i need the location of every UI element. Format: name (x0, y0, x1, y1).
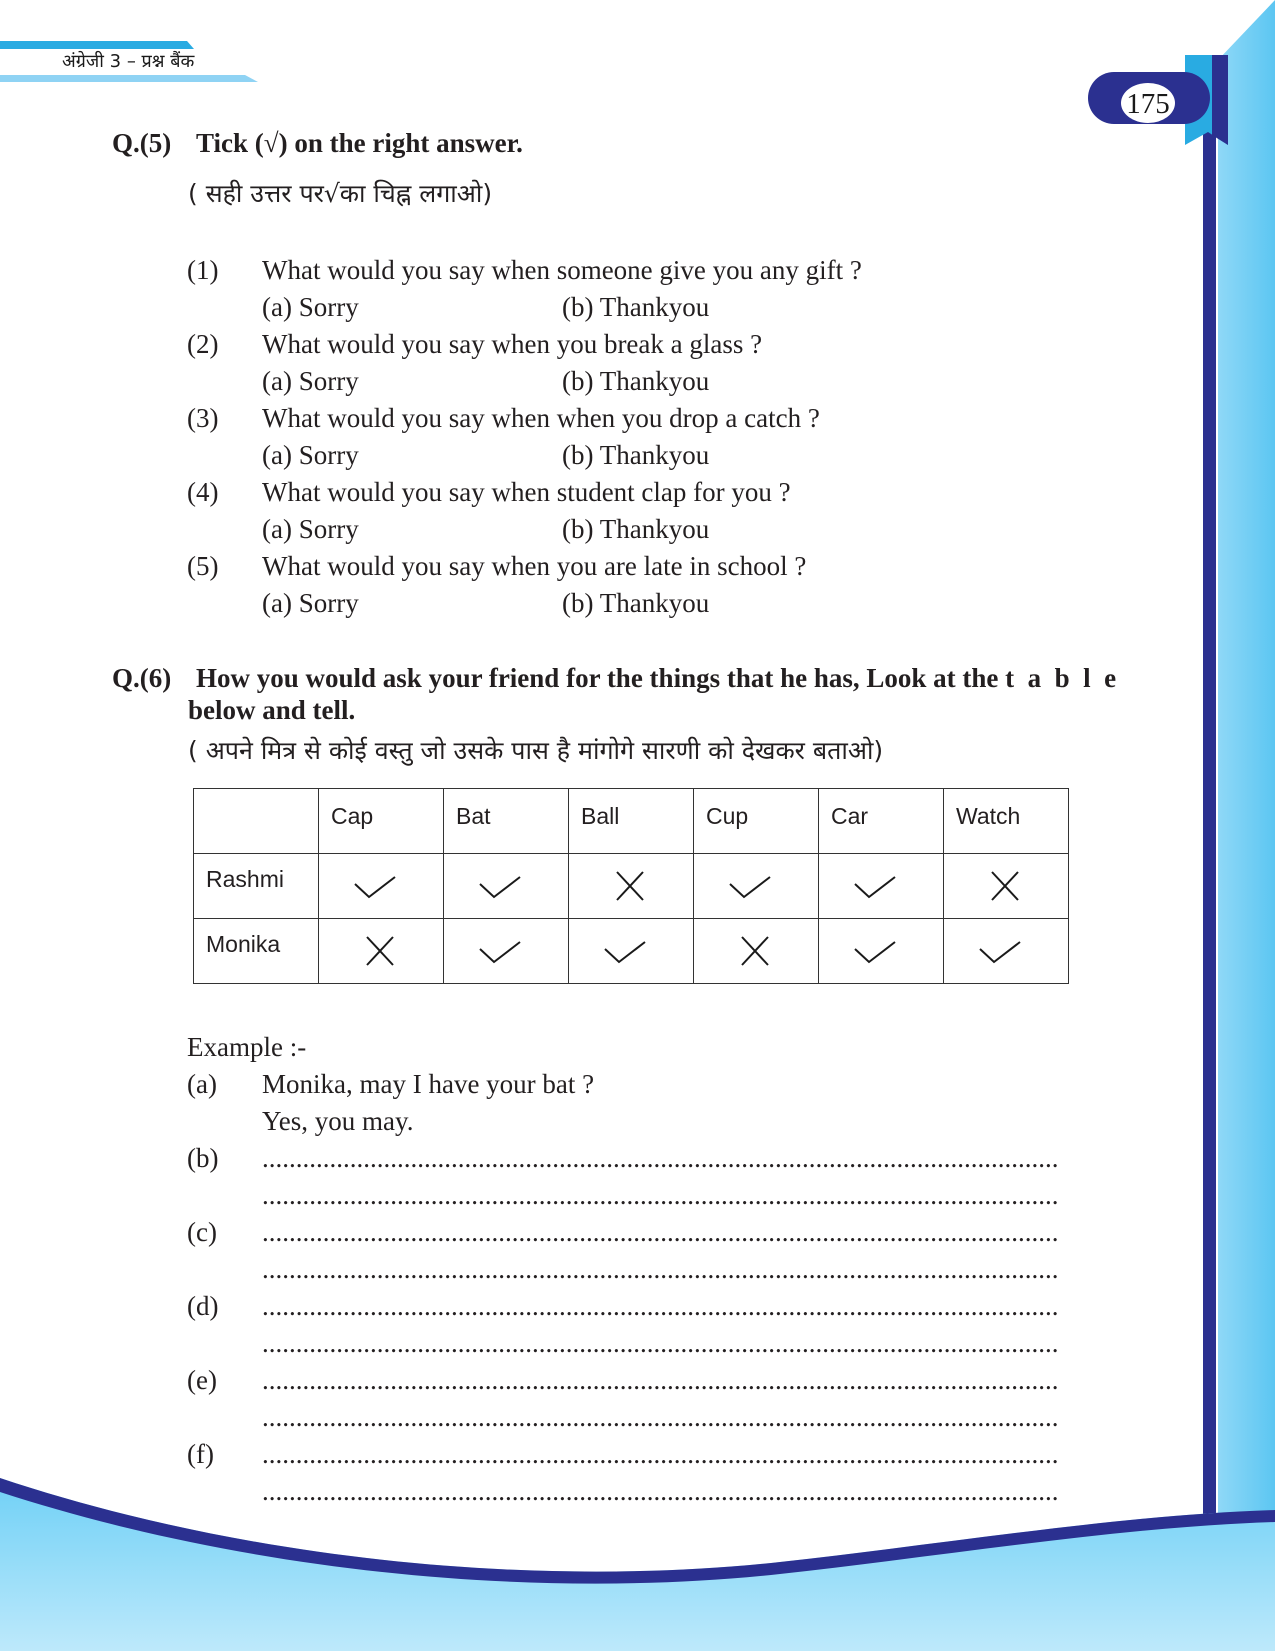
option-b[interactable]: (b) Thankyou (562, 292, 710, 322)
answer-line[interactable]: ...................................................................................................................... (262, 1365, 1059, 1395)
answer-line[interactable]: ...................................................................................................................... (262, 1180, 1059, 1210)
question-number: (5) (187, 551, 219, 581)
column-header: Bat (444, 789, 569, 854)
tick-mark-icon (569, 919, 693, 983)
column-header: Cup (694, 789, 819, 854)
option-a[interactable]: (a) Sorry (262, 366, 359, 396)
mark-cell (944, 854, 1069, 919)
question-number: (3) (187, 403, 219, 433)
example-question: Monika, may I have your bat ? (262, 1069, 595, 1099)
tick-mark-icon (444, 919, 568, 983)
table-row (194, 854, 1069, 919)
mark-cell (569, 854, 694, 919)
header-strip-lower (0, 75, 258, 82)
mark-cell (944, 919, 1069, 984)
row-name: Rashmi (194, 854, 319, 919)
right-panel (1218, 0, 1275, 1651)
question-text: What would you say when someone give you any gift ? (262, 255, 862, 285)
column-header: Watch (944, 789, 1069, 854)
mark-cell (819, 919, 944, 984)
option-b[interactable]: (b) Thankyou (562, 366, 710, 396)
mark-cell (319, 854, 444, 919)
answer-line[interactable]: ...................................................................................................................... (262, 1291, 1059, 1321)
blank-label: (c) (187, 1217, 217, 1247)
tick-mark-icon (819, 919, 943, 983)
cross-mark-icon (569, 854, 693, 918)
book-title: अंग्रेजी 3 – प्रश्न बैंक (62, 51, 195, 72)
mark-cell (694, 854, 819, 919)
question-number: (2) (187, 329, 219, 359)
blank-label: (d) (187, 1291, 219, 1321)
answer-line[interactable]: ...................................................................................................................... (262, 1439, 1059, 1469)
question-number: (1) (187, 255, 219, 285)
answer-line[interactable]: ...................................................................................................................... (262, 1328, 1059, 1358)
example-label: Example :- (187, 1032, 307, 1062)
blank-label: (e) (187, 1365, 217, 1395)
q5-label: Q.(5) (112, 128, 172, 158)
tick-mark-icon (819, 854, 943, 918)
option-b[interactable]: (b) Thankyou (562, 440, 710, 470)
answer-line[interactable]: ...................................................................................................................... (262, 1476, 1059, 1506)
q6-instruction-hindi: ( अपने मित्र से कोई वस्तु जो उसके पास है मांगोगे सारणी को देखकर बताओ) (188, 736, 884, 765)
q6-instruction-line2: below and tell. (188, 695, 356, 725)
tick-mark-icon (319, 854, 443, 918)
q6-label: Q.(6) (112, 663, 172, 693)
option-a[interactable]: (a) Sorry (262, 514, 359, 544)
mark-cell (819, 854, 944, 919)
column-header: Cap (319, 789, 444, 854)
column-header: Ball (569, 789, 694, 854)
table-corner-cell (194, 789, 319, 854)
option-a[interactable]: (a) Sorry (262, 440, 359, 470)
answer-line[interactable]: ...................................................................................................................... (262, 1402, 1059, 1432)
blank-label: (b) (187, 1143, 219, 1173)
option-a[interactable]: (a) Sorry (262, 292, 359, 322)
option-b[interactable]: (b) Thankyou (562, 588, 710, 618)
cross-mark-icon (694, 919, 818, 983)
table-row (194, 919, 1069, 984)
cross-mark-icon (319, 919, 443, 983)
question-number: (4) (187, 477, 219, 507)
column-header: Car (819, 789, 944, 854)
q6-instruction-line1: How you would ask your friend for the things that he has, Look at the t a b l e (196, 663, 1117, 693)
question-text: What would you say when you break a glass ? (262, 329, 763, 359)
option-b[interactable]: (b) Thankyou (562, 514, 710, 544)
example-number: (a) (187, 1069, 217, 1099)
mark-cell (319, 919, 444, 984)
right-navy-bar (1203, 120, 1216, 1560)
mark-cell (444, 854, 569, 919)
row-name: Monika (194, 919, 319, 984)
page-number: 175 (1126, 88, 1170, 120)
table-header-row (194, 789, 1069, 854)
header-strip (0, 41, 194, 49)
question-text: What would you say when when you drop a catch ? (262, 403, 820, 433)
answer-line[interactable]: ...................................................................................................................... (262, 1217, 1059, 1247)
tick-mark-icon (694, 854, 818, 918)
example-answer: Yes, you may. (262, 1106, 414, 1136)
mark-cell (569, 919, 694, 984)
question-text: What would you say when you are late in school ? (262, 551, 807, 581)
mark-cell (444, 919, 569, 984)
cross-mark-icon (944, 854, 1068, 918)
tick-mark-icon (444, 854, 568, 918)
q5-instruction: Tick (√) on the right answer. (196, 128, 523, 158)
q5-instruction-hindi: ( सही उत्तर पर√का चिह्न लगाओ) (188, 179, 493, 208)
answer-line[interactable]: ...................................................................................................................... (262, 1143, 1059, 1173)
blank-label: (f) (187, 1439, 214, 1469)
option-a[interactable]: (a) Sorry (262, 588, 359, 618)
question-text: What would you say when student clap for you ? (262, 477, 791, 507)
answer-line[interactable]: ...................................................................................................................... (262, 1254, 1059, 1284)
tick-mark-icon (944, 919, 1068, 983)
possessions-table (193, 788, 1069, 984)
mark-cell (694, 919, 819, 984)
